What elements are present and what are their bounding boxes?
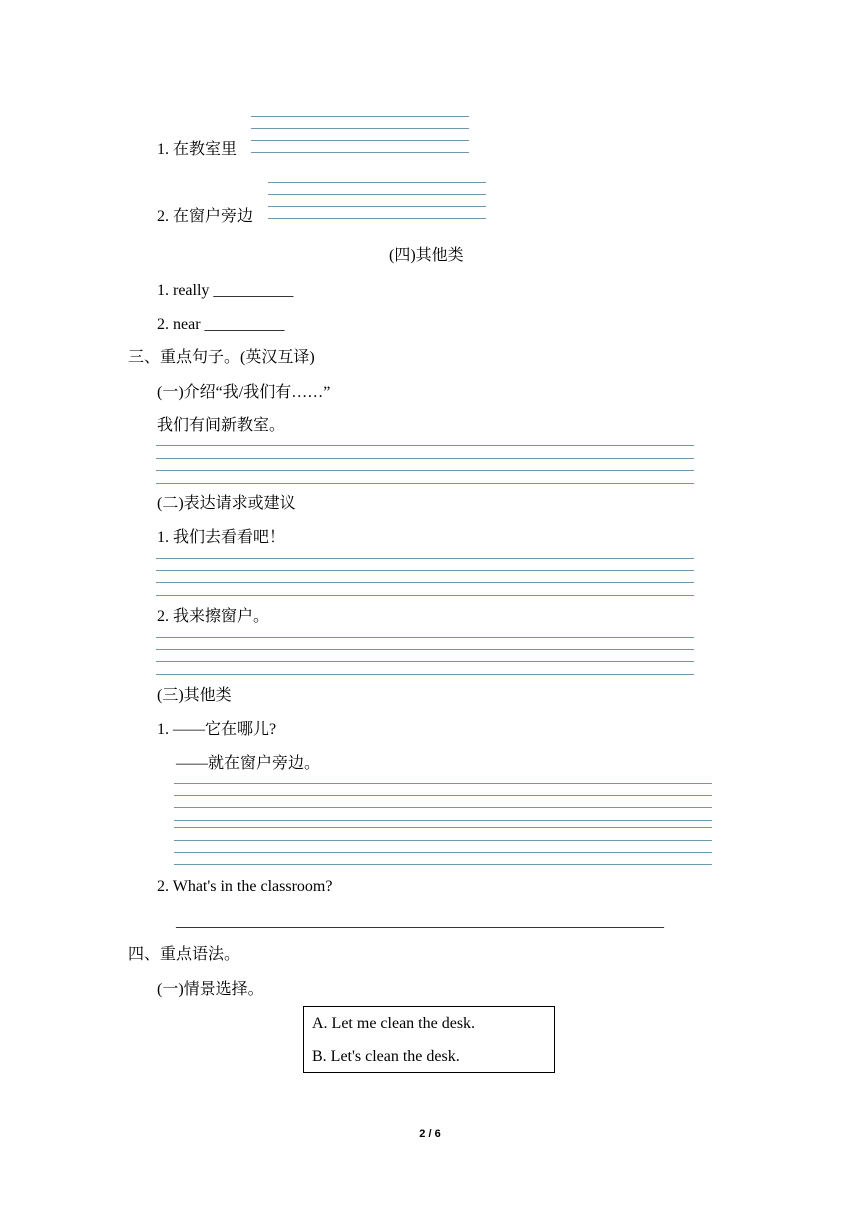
vocab-item-beside-window: 2. 在窗户旁边 (157, 208, 254, 225)
subsection-heading-requests: (二)表达请求或建议 (157, 495, 296, 512)
subsection-heading-introduce: (一)介绍“我/我们有……” (157, 384, 331, 401)
option-a: A. Let me clean the desk. (312, 1015, 476, 1032)
sentence-item-new-classroom: 我们有间新教室。 (157, 417, 286, 434)
dialogue-answer: ——就在窗户旁边。 (176, 755, 321, 772)
writing-line (156, 595, 694, 596)
subsection-heading-others: (四)其他类 (389, 247, 464, 264)
vocab-item-in-classroom: 1. 在教室里 (157, 141, 238, 158)
writing-line (174, 852, 712, 853)
writing-line (156, 637, 694, 638)
writing-line (251, 140, 469, 141)
writing-line (156, 458, 694, 459)
writing-line (174, 840, 712, 841)
sentence-item-clean-window: 2. 我来擦窗户。 (157, 608, 270, 625)
writing-line (268, 218, 486, 219)
writing-line (174, 864, 712, 865)
writing-line (268, 182, 486, 183)
section-heading-key-grammar: 四、重点语法。 (128, 946, 241, 963)
subsection-heading-situational-choice: (一)情景选择。 (157, 981, 264, 998)
option-b: B. Let's clean the desk. (312, 1048, 460, 1065)
subsection-heading-others-2: (三)其他类 (157, 687, 232, 704)
writing-line (156, 558, 694, 559)
writing-line (268, 206, 486, 207)
writing-line (174, 807, 712, 808)
section-heading-key-sentences: 三、重点句子。(英汉互译) (128, 349, 315, 366)
dialogue-question: 1. ——它在哪儿? (157, 721, 277, 738)
writing-line (268, 194, 486, 195)
writing-line (174, 783, 712, 784)
writing-line (156, 661, 694, 662)
writing-line (156, 674, 694, 675)
vocab-item-really: 1. really __________ (157, 282, 294, 299)
page-number: 2 / 6 (419, 1128, 441, 1140)
writing-line (156, 570, 694, 571)
writing-line (156, 445, 694, 446)
writing-line (156, 470, 694, 471)
sentence-item-whats-in-classroom: 2. What's in the classroom? (157, 878, 333, 895)
writing-line (156, 483, 694, 484)
writing-line (251, 152, 469, 153)
writing-line (174, 820, 712, 821)
writing-line (174, 827, 712, 828)
writing-line (174, 795, 712, 796)
writing-line (251, 116, 469, 117)
answer-blank: _____________________________________________________________ (176, 913, 664, 930)
vocab-item-near: 2. near __________ (157, 316, 285, 333)
sentence-item-lets-go-see: 1. 我们去看看吧！ (157, 529, 286, 546)
writing-line (251, 128, 469, 129)
writing-line (156, 582, 694, 583)
writing-line (156, 649, 694, 650)
